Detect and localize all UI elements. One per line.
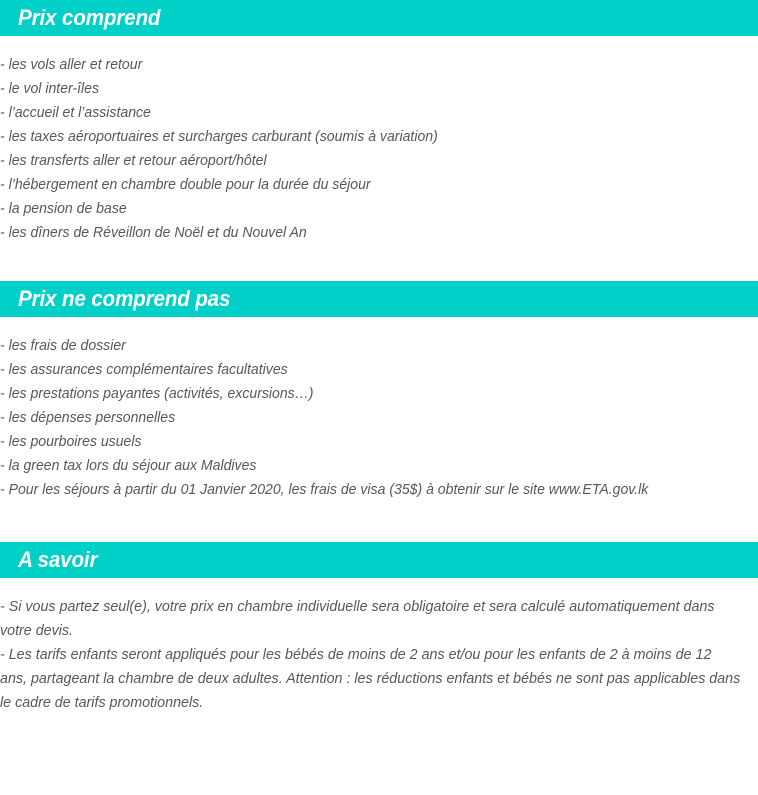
list-item: - le vol inter-îles	[0, 81, 100, 97]
section-body-a-savoir	[0, 595, 758, 715]
paragraph-single-room-notice: - Si vous partez seul(e), votre prix en chambre individuelle sera obligatoire et sera calculé automatiquement dans votre devis.	[0, 599, 715, 639]
section-title-a-savoir: A savoir	[18, 547, 98, 572]
spacer-before-header-3	[0, 502, 758, 542]
paragraph-child-rates-notice: - Les tarifs enfants seront appliqués pour les bébés de moins de 2 ans et/ou pour les enfants de 2 à moins de 12 ans, partageant la chambre de deux adultes. Attention : les réductions enfants et bébés ne sont pas applicables dans le cadre de tarifs promotionnels.	[0, 647, 741, 711]
section-body-prix-ne-comprend-pas	[0, 334, 758, 502]
list-item: - la green tax lors du séjour aux Maldives	[0, 458, 257, 474]
spacer-after-header-1	[0, 36, 758, 53]
list-item: - les taxes aéroportuaires et surcharges carburant (soumis à variation)	[0, 129, 438, 145]
section-title-prix-comprend: Prix comprend	[18, 5, 161, 30]
list-item: - les dîners de Réveillon de Noël et du Nouvel An	[0, 225, 307, 241]
list-prix-ne-comprend-pas	[0, 334, 752, 502]
spacer-before-header-2	[0, 245, 758, 281]
list-prix-comprend	[0, 53, 752, 245]
list-item: - la pension de base	[0, 201, 127, 217]
spacer-after-header-2	[0, 317, 758, 334]
list-item: - les assurances complémentaires facultatives	[0, 362, 288, 378]
list-item: - l’accueil et l’assistance	[0, 105, 151, 121]
list-item-visa-info: - Pour les séjours à partir du 01 Janvier 2020, les frais de visa (35$) à obtenir sur le site www.ETA.gov.lk	[0, 482, 649, 498]
section-header-prix-comprend	[0, 0, 758, 36]
list-item: - les frais de dossier	[0, 338, 126, 354]
list-item: - l’hébergement en chambre double pour la durée du séjour	[0, 177, 371, 193]
list-item: - les vols aller et retour	[0, 57, 143, 73]
section-title-prix-ne-comprend-pas: Prix ne comprend pas	[18, 286, 231, 311]
section-body-prix-comprend	[0, 53, 758, 245]
section-header-prix-ne-comprend-pas	[0, 281, 758, 317]
section-header-a-savoir	[0, 542, 758, 578]
list-item: - les transferts aller et retour aéroport/hôtel	[0, 153, 267, 169]
list-item: - les prestations payantes (activités, excursions…)	[0, 386, 314, 402]
list-item: - les pourboires usuels	[0, 434, 142, 450]
spacer-after-header-3	[0, 578, 758, 595]
list-item: - les dépenses personnelles	[0, 410, 176, 426]
